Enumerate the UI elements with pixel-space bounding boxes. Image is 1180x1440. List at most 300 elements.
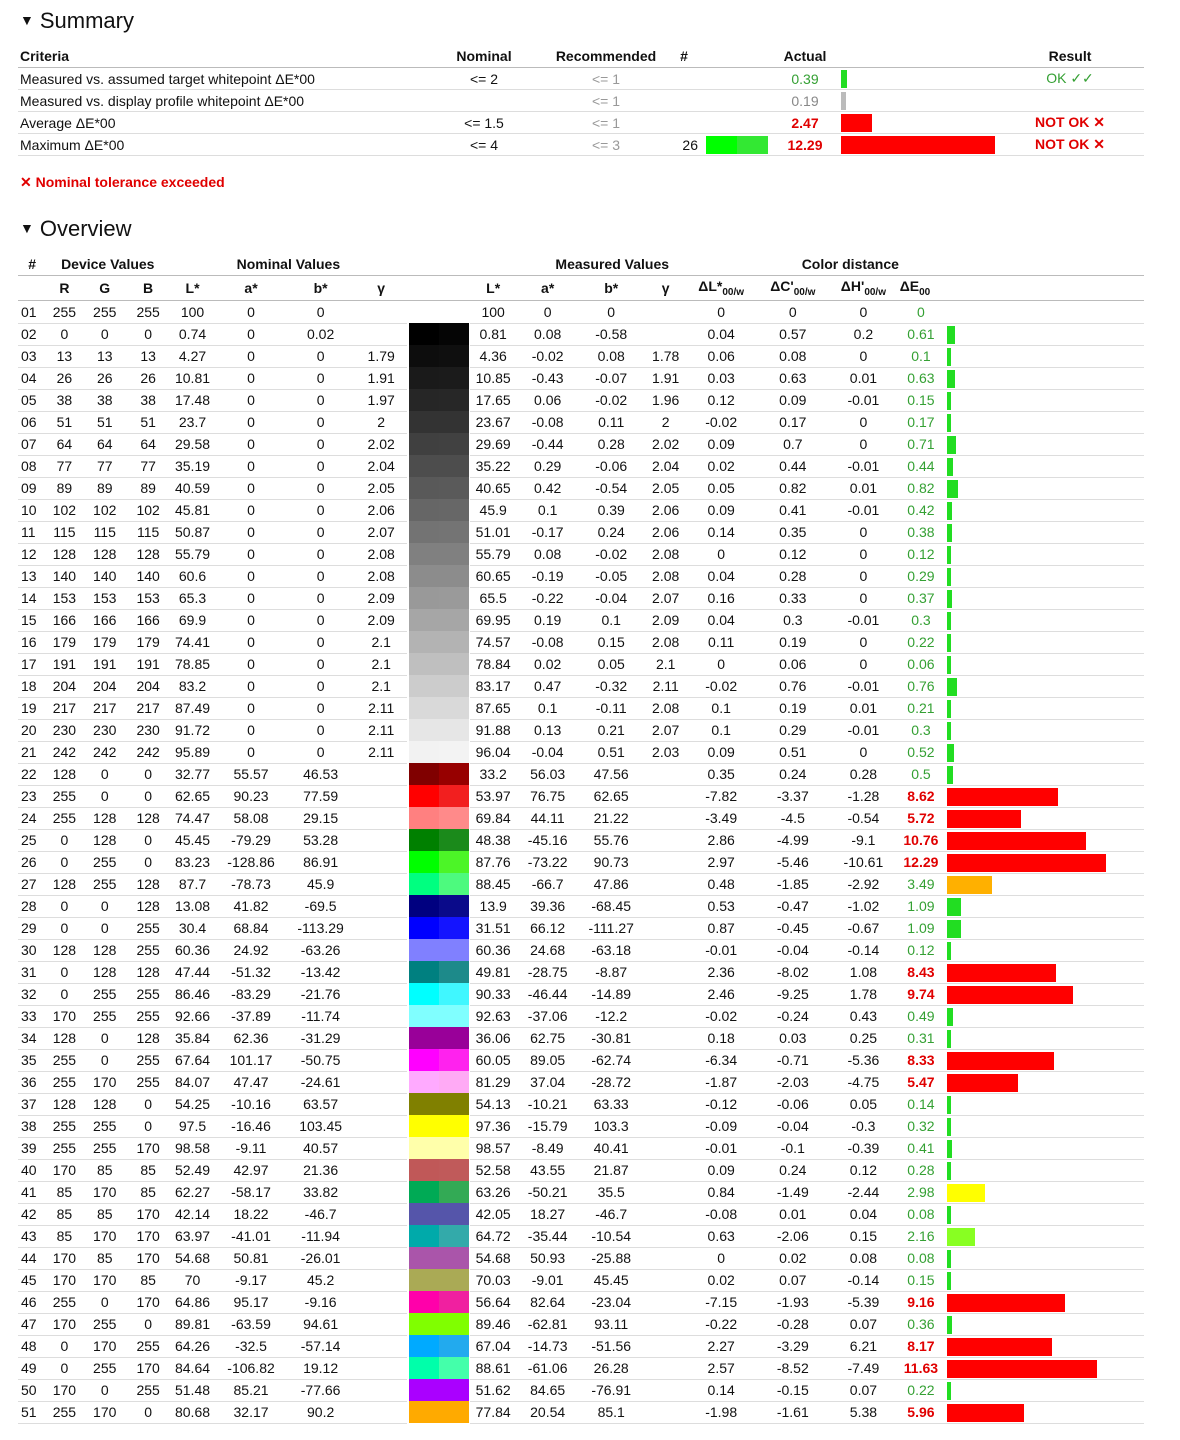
delta-e-bar (947, 1338, 1052, 1356)
measured-b: -28.72 (579, 1071, 644, 1093)
nominal-a: 55.57 (216, 763, 287, 785)
device-r: 85 (46, 1203, 82, 1225)
device-g: 0 (83, 1379, 127, 1401)
device-r: 38 (46, 389, 82, 411)
col-delta-h: $\Delta H'_{00/w}$ (831, 276, 896, 301)
delta-e-bar-cell (946, 719, 1144, 741)
delta-h: 1.78 (831, 983, 896, 1005)
device-r: 13 (46, 345, 82, 367)
delta-h: -0.54 (831, 807, 896, 829)
measured-b: -62.74 (579, 1049, 644, 1071)
delta-h: 0 (831, 587, 896, 609)
nominal-a: 101.17 (216, 1049, 287, 1071)
delta-e-bar (947, 634, 951, 652)
device-b: 128 (127, 1027, 169, 1049)
measured-swatch (439, 1027, 469, 1049)
measured-l: 51.62 (470, 1379, 516, 1401)
row-number: 28 (18, 895, 46, 917)
overview-row (18, 1401, 1144, 1423)
device-g: 115 (83, 521, 127, 543)
delta-e-bar-cell (946, 1093, 1144, 1115)
overview-row (18, 939, 1144, 961)
delta-c: 0.35 (754, 521, 831, 543)
delta-l: 0.04 (688, 565, 755, 587)
nominal-swatch (409, 917, 439, 939)
device-b: 51 (127, 411, 169, 433)
measured-l: 0.81 (470, 323, 516, 345)
delta-h: 1.08 (831, 961, 896, 983)
measured-swatch (439, 499, 469, 521)
nominal-b: 86.91 (286, 851, 355, 873)
device-g: 255 (83, 1313, 127, 1335)
overview-row (18, 741, 1144, 763)
measured-gamma: 2.05 (643, 477, 687, 499)
device-r: 102 (46, 499, 82, 521)
delta-e-bar-cell (946, 1203, 1144, 1225)
delta-c: -0.1 (754, 1137, 831, 1159)
delta-h: 0.05 (831, 1093, 896, 1115)
device-g: 255 (83, 301, 127, 324)
nominal-l: 78.85 (169, 653, 215, 675)
measured-swatch (439, 1313, 469, 1335)
nominal-gamma (355, 1137, 408, 1159)
measured-a: 18.27 (516, 1203, 579, 1225)
overview-row (18, 719, 1144, 741)
nominal-swatch (409, 301, 439, 323)
measured-l: 54.13 (470, 1093, 516, 1115)
delta-e-bar-cell (946, 367, 1144, 389)
delta-e: 5.96 (896, 1401, 946, 1423)
device-b: 77 (127, 455, 169, 477)
measured-a: 0.47 (516, 675, 579, 697)
measured-gamma: 2.06 (643, 521, 687, 543)
nominal-gamma: 2.05 (355, 477, 408, 499)
measured-swatch (439, 543, 469, 565)
overview-row (18, 587, 1144, 609)
overview-row (18, 1071, 1144, 1093)
delta-h: -4.75 (831, 1071, 896, 1093)
row-number: 46 (18, 1291, 46, 1313)
nominal-swatch (409, 785, 439, 807)
nominal-l: 74.47 (169, 807, 215, 829)
overview-section-toggle[interactable] (20, 216, 132, 242)
measured-gamma: 2.07 (643, 587, 687, 609)
delta-e-bar (947, 656, 951, 674)
nominal-b: 0 (286, 719, 355, 741)
device-r: 77 (46, 455, 82, 477)
device-g: 128 (83, 543, 127, 565)
delta-e: 1.09 (896, 917, 946, 939)
measured-a: -10.21 (516, 1093, 579, 1115)
overview-row (18, 631, 1144, 653)
measured-a: 66.12 (516, 917, 579, 939)
measured-b: -23.04 (579, 1291, 644, 1313)
summary-row (18, 68, 1144, 90)
color-swatch (407, 741, 470, 763)
delta-e-bar-cell (946, 433, 1144, 455)
nominal-b: 0 (286, 543, 355, 565)
nominal-a: -58.17 (216, 1181, 287, 1203)
measured-b: -0.02 (579, 543, 644, 565)
delta-e-bar (947, 1206, 951, 1224)
measured-b: -25.88 (579, 1247, 644, 1269)
delta-e: 8.33 (896, 1049, 946, 1071)
color-swatch (407, 609, 470, 631)
delta-l: 0.09 (688, 1159, 755, 1181)
device-g: 170 (83, 1225, 127, 1247)
delta-h: -0.14 (831, 939, 896, 961)
col-nominal-a: a* (216, 276, 287, 301)
delta-e: 0.71 (896, 433, 946, 455)
collapse-triangle-icon: ▼ (20, 12, 34, 28)
nominal-b: -26.01 (286, 1247, 355, 1269)
measured-b: -0.05 (579, 565, 644, 587)
device-b: 128 (127, 873, 169, 895)
measured-swatch (439, 1203, 469, 1225)
nominal-a: -63.59 (216, 1313, 287, 1335)
measured-b: -0.07 (579, 367, 644, 389)
overview-row (18, 367, 1144, 389)
delta-e-bar (947, 1008, 953, 1026)
device-g: 102 (83, 499, 127, 521)
nominal-b: 0 (286, 565, 355, 587)
measured-swatch (439, 961, 469, 983)
delta-e-bar-cell (946, 1005, 1144, 1027)
group-measured-values: Measured Values (470, 253, 755, 276)
device-b: 170 (127, 1247, 169, 1269)
nominal-gamma: 2.1 (355, 653, 408, 675)
measured-a: -15.79 (516, 1115, 579, 1137)
col-delta-e: $\Delta E_{00}$ (896, 276, 946, 301)
delta-c: 0.01 (754, 1203, 831, 1225)
actual-cell: 0.19 (770, 90, 840, 112)
device-g: 85 (83, 1247, 127, 1269)
delta-h: -0.01 (831, 389, 896, 411)
nominal-swatch (409, 1313, 439, 1335)
measured-b: 0 (579, 301, 644, 324)
measured-b: 90.73 (579, 851, 644, 873)
count-cell: 26 (662, 134, 706, 156)
color-swatch (407, 543, 470, 565)
nominal-swatch (409, 1181, 439, 1203)
delta-e: 0.14 (896, 1093, 946, 1115)
device-g: 170 (83, 1269, 127, 1291)
delta-c: -4.99 (754, 829, 831, 851)
nominal-swatch (409, 609, 439, 631)
delta-e-bar-cell (946, 675, 1144, 697)
measured-gamma: 2.08 (643, 631, 687, 653)
delta-c: -3.29 (754, 1335, 831, 1357)
delta-e-bar (947, 810, 1021, 828)
measured-gamma (643, 1093, 687, 1115)
measured-gamma: 2.07 (643, 719, 687, 741)
nominal-l: 51.48 (169, 1379, 215, 1401)
nominal-a: 0 (216, 609, 287, 631)
device-b: 255 (127, 917, 169, 939)
nominal-swatch (409, 741, 439, 763)
nominal-gamma (355, 873, 408, 895)
measured-swatch (439, 983, 469, 1005)
measured-b: 47.86 (579, 873, 644, 895)
device-g: 166 (83, 609, 127, 631)
measured-b: -0.54 (579, 477, 644, 499)
delta-h: -5.36 (831, 1049, 896, 1071)
delta-l: 2.97 (688, 851, 755, 873)
row-number: 39 (18, 1137, 46, 1159)
device-g: 0 (83, 895, 127, 917)
measured-b: -10.54 (579, 1225, 644, 1247)
delta-e-bar (947, 1272, 951, 1290)
col-actual: Actual (770, 45, 840, 68)
delta-l: 0.03 (688, 367, 755, 389)
delta-e: 0.08 (896, 1247, 946, 1269)
measured-b: -0.04 (579, 587, 644, 609)
delta-h: -2.92 (831, 873, 896, 895)
nominal-gamma (355, 1269, 408, 1291)
delta-e: 2.16 (896, 1225, 946, 1247)
criteria-cell: Measured vs. assumed target whitepoint ΔE*00 (18, 68, 418, 90)
delta-l: -0.09 (688, 1115, 755, 1137)
nominal-gamma (355, 785, 408, 807)
color-swatch (407, 587, 470, 609)
overview-row (18, 961, 1144, 983)
overview-row (18, 1357, 1144, 1379)
delta-c: 0.03 (754, 1027, 831, 1049)
measured-gamma (643, 785, 687, 807)
nominal-l: 23.7 (169, 411, 215, 433)
delta-h: 5.38 (831, 1401, 896, 1423)
delta-e: 0.42 (896, 499, 946, 521)
delta-e-bar (947, 1294, 1065, 1312)
delta-e-bar-cell (946, 411, 1144, 433)
overview-row (18, 653, 1144, 675)
delta-e-bar-cell (946, 939, 1144, 961)
measured-gamma (643, 1291, 687, 1313)
delta-h: 0.01 (831, 697, 896, 719)
measured-gamma (643, 1181, 687, 1203)
nominal-a: 47.47 (216, 1071, 287, 1093)
nominal-swatch (409, 1225, 439, 1247)
delta-l: -0.02 (688, 675, 755, 697)
color-swatch (407, 1137, 470, 1159)
measured-l: 60.65 (470, 565, 516, 587)
device-r: 0 (46, 917, 82, 939)
device-b: 26 (127, 367, 169, 389)
actual-bar (841, 136, 995, 154)
nominal-l: 70 (169, 1269, 215, 1291)
delta-c: 0.19 (754, 631, 831, 653)
color-swatch (407, 455, 470, 477)
delta-e: 0.15 (896, 389, 946, 411)
device-b: 170 (127, 1357, 169, 1379)
nominal-swatch (409, 521, 439, 543)
nominal-gamma (355, 1357, 408, 1379)
nominal-b: 19.12 (286, 1357, 355, 1379)
measured-b: 21.22 (579, 807, 644, 829)
nominal-gamma: 1.79 (355, 345, 408, 367)
device-r: 255 (46, 1049, 82, 1071)
nominal-l: 92.66 (169, 1005, 215, 1027)
nominal-a: 62.36 (216, 1027, 287, 1049)
nominal-b: 63.57 (286, 1093, 355, 1115)
row-number: 51 (18, 1401, 46, 1423)
nominal-a: 0 (216, 653, 287, 675)
measured-swatch (439, 829, 469, 851)
nominal-b: 0.02 (286, 323, 355, 345)
delta-e: 0.12 (896, 939, 946, 961)
delta-e-bar-cell (946, 785, 1144, 807)
overview-row (18, 1181, 1144, 1203)
col-nominal-gamma: γ (355, 276, 408, 301)
device-b: 0 (127, 763, 169, 785)
nominal-b: 103.45 (286, 1115, 355, 1137)
delta-l: 2.57 (688, 1357, 755, 1379)
actual-bar-cell (840, 112, 996, 134)
nominal-l: 89.81 (169, 1313, 215, 1335)
delta-h: 0 (831, 345, 896, 367)
delta-e: 0.06 (896, 653, 946, 675)
measured-b: -0.06 (579, 455, 644, 477)
measured-l: 67.04 (470, 1335, 516, 1357)
delta-e-bar-cell (946, 1181, 1144, 1203)
delta-c: 0.41 (754, 499, 831, 521)
measured-gamma (643, 1247, 687, 1269)
measured-a: 0.1 (516, 499, 579, 521)
overview-row (18, 697, 1144, 719)
delta-e-bar-cell (946, 1269, 1144, 1291)
delta-e-bar-cell (946, 763, 1144, 785)
device-b: 170 (127, 1203, 169, 1225)
delta-l: -3.49 (688, 807, 755, 829)
delta-e: 0.44 (896, 455, 946, 477)
delta-l: 0.09 (688, 499, 755, 521)
measured-l: 83.17 (470, 675, 516, 697)
nominal-b: 45.2 (286, 1269, 355, 1291)
nominal-b: -11.74 (286, 1005, 355, 1027)
delta-c: -9.25 (754, 983, 831, 1005)
criteria-cell: Measured vs. display profile whitepoint ΔE*00 (18, 90, 418, 112)
overview-row (18, 1291, 1144, 1313)
device-g: 64 (83, 433, 127, 455)
device-b: 140 (127, 565, 169, 587)
summary-section-toggle[interactable] (20, 8, 134, 34)
overview-row (18, 1027, 1144, 1049)
col-criteria: Criteria (18, 45, 418, 68)
nominal-b: 53.28 (286, 829, 355, 851)
device-r: 128 (46, 1093, 82, 1115)
delta-e-bar (947, 370, 955, 388)
col-count: # (662, 45, 706, 68)
measured-b: 62.65 (579, 785, 644, 807)
measured-b: 0.05 (579, 653, 644, 675)
nominal-b: 0 (286, 477, 355, 499)
delta-e: 8.62 (896, 785, 946, 807)
device-r: 128 (46, 763, 82, 785)
row-number: 21 (18, 741, 46, 763)
nominal-swatch (409, 1379, 439, 1401)
measured-gamma (643, 961, 687, 983)
color-swatch (407, 1269, 470, 1291)
nominal-l: 98.58 (169, 1137, 215, 1159)
nominal-cell: <= 1.5 (418, 112, 550, 134)
measured-swatch (439, 1335, 469, 1357)
row-number: 49 (18, 1357, 46, 1379)
nominal-a: -41.01 (216, 1225, 287, 1247)
measured-gamma (643, 1027, 687, 1049)
device-b: 255 (127, 1049, 169, 1071)
overview-row (18, 1335, 1144, 1357)
nominal-l: 45.81 (169, 499, 215, 521)
delta-h: -2.44 (831, 1181, 896, 1203)
nominal-l: 4.27 (169, 345, 215, 367)
delta-c: -0.04 (754, 1115, 831, 1137)
measured-b: 0.11 (579, 411, 644, 433)
delta-e-bar (947, 1096, 951, 1114)
row-number: 20 (18, 719, 46, 741)
row-number: 16 (18, 631, 46, 653)
delta-e: 10.76 (896, 829, 946, 851)
delta-c: -0.15 (754, 1379, 831, 1401)
color-swatch (407, 565, 470, 587)
measured-b: -0.32 (579, 675, 644, 697)
delta-e: 0.21 (896, 697, 946, 719)
row-number: 43 (18, 1225, 46, 1247)
nominal-gamma: 2.07 (355, 521, 408, 543)
delta-l: 0.14 (688, 521, 755, 543)
summary-row (18, 112, 1144, 134)
device-g: 85 (83, 1159, 127, 1181)
device-r: 170 (46, 1005, 82, 1027)
row-number: 44 (18, 1247, 46, 1269)
color-swatch (407, 1225, 470, 1247)
measured-swatch (439, 1181, 469, 1203)
nominal-cell: <= 4 (418, 134, 550, 156)
delta-l: 2.86 (688, 829, 755, 851)
delta-c: -0.06 (754, 1093, 831, 1115)
device-g: 0 (83, 1049, 127, 1071)
delta-e: 0.61 (896, 323, 946, 345)
nominal-l: 32.77 (169, 763, 215, 785)
nominal-l: 97.5 (169, 1115, 215, 1137)
nominal-swatch (409, 477, 439, 499)
color-swatch (407, 807, 470, 829)
delta-e: 0.31 (896, 1027, 946, 1049)
device-r: 166 (46, 609, 82, 631)
device-b: 153 (127, 587, 169, 609)
device-g: 77 (83, 455, 127, 477)
measured-swatch (439, 653, 469, 675)
device-b: 166 (127, 609, 169, 631)
nominal-l: 84.07 (169, 1071, 215, 1093)
delta-l: 0.1 (688, 697, 755, 719)
delta-l: 0.53 (688, 895, 755, 917)
row-number: 14 (18, 587, 46, 609)
row-number: 08 (18, 455, 46, 477)
delta-l: 0.87 (688, 917, 755, 939)
color-swatch (407, 1115, 470, 1137)
delta-e-bar (947, 964, 1056, 982)
device-g: 255 (83, 983, 127, 1005)
overview-row (18, 917, 1144, 939)
delta-c: -0.47 (754, 895, 831, 917)
overview-row (18, 565, 1144, 587)
measured-a: -62.81 (516, 1313, 579, 1335)
delta-h: -0.3 (831, 1115, 896, 1137)
row-number: 05 (18, 389, 46, 411)
delta-e-bar-cell (946, 1071, 1144, 1093)
overview-row (18, 983, 1144, 1005)
nominal-l: 64.26 (169, 1335, 215, 1357)
